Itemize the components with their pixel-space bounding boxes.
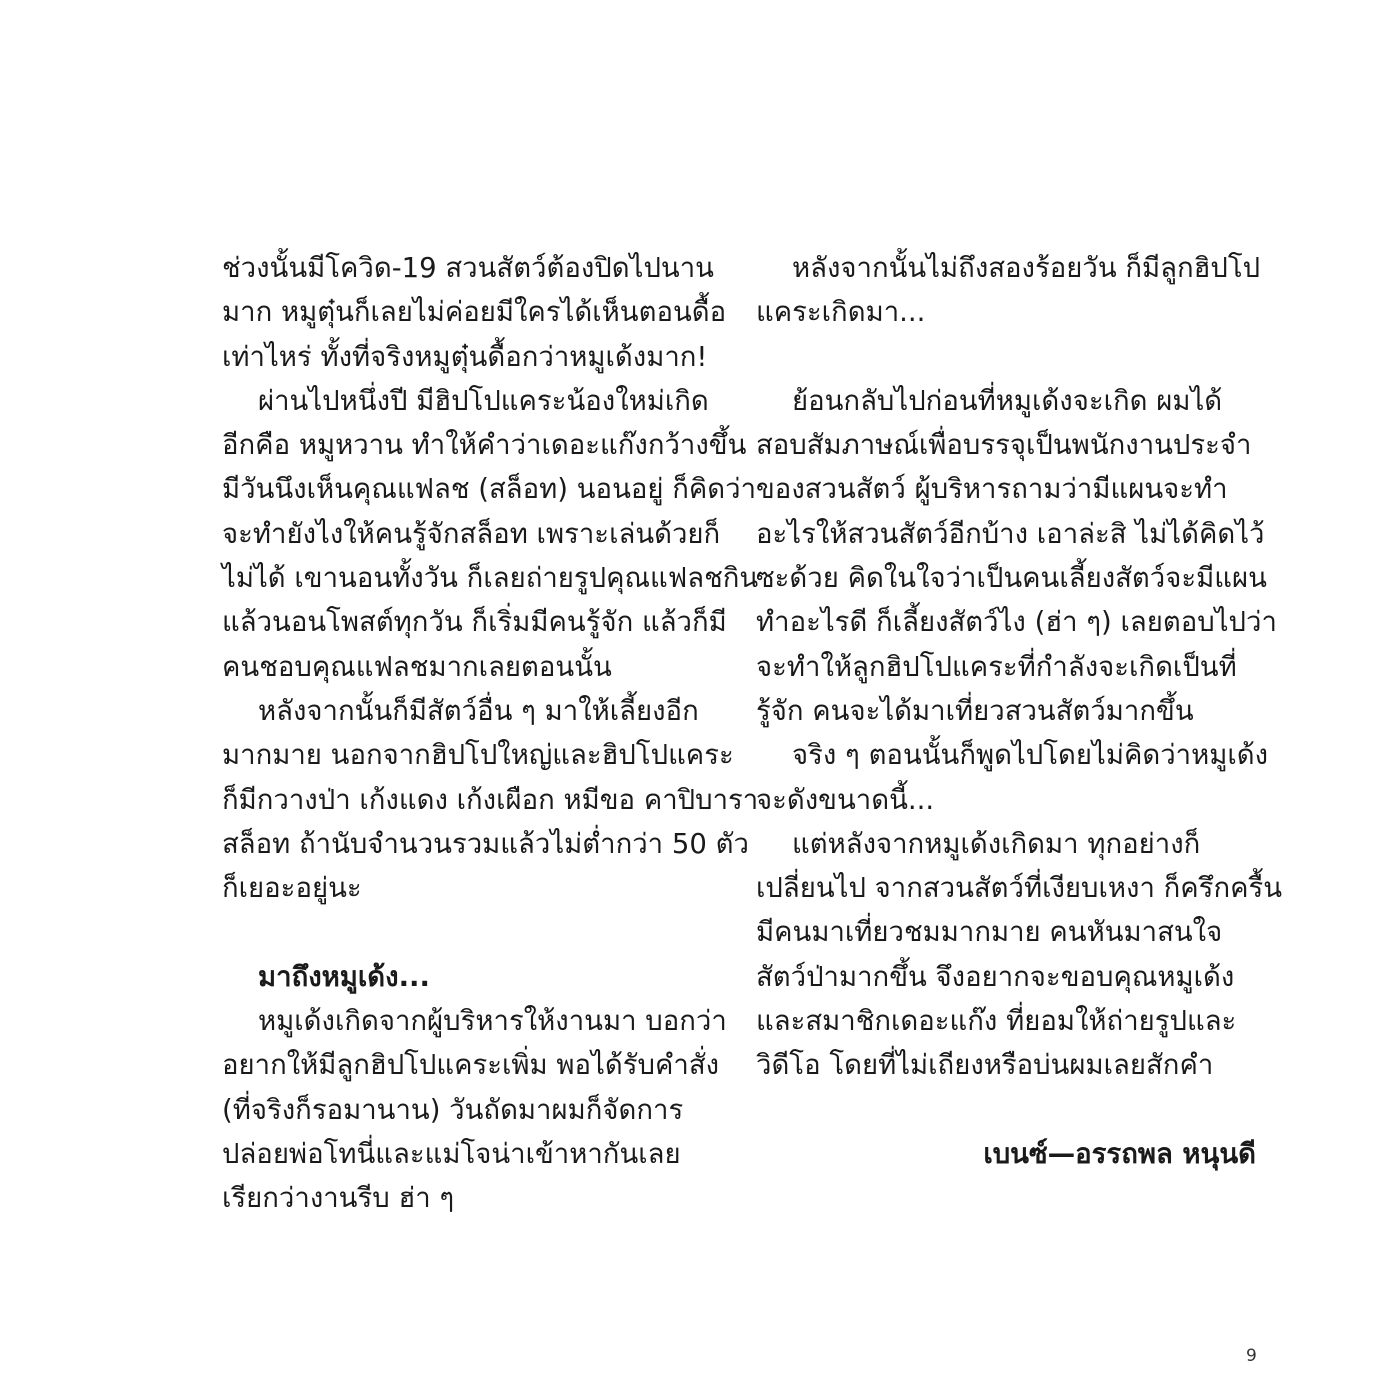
- text-line: ย้อนกลับไปก่อนที่หมูเด้งจะเกิด ผมได้: [792, 384, 1223, 417]
- text-line: [756, 335, 1256, 379]
- text-line: มาก หมูตุ๋นก็เลยไม่ค่อยมีใครได้เห็นตอนดื้อ: [222, 296, 727, 329]
- text-line: แล้วนอนโพสต์ทุกวัน ก็เริ่มมีคนรู้จัก แล้วก็มี: [222, 606, 727, 639]
- text-line: ช่วงนั้นมีโควิด-19 สวนสัตว์ต้องปิดไปนาน: [222, 252, 714, 284]
- text-line: ก็มีกวางป่า เก้งแดง เก้งเผือก หมีขอ คาปิบารา: [222, 783, 759, 816]
- text-line: สอบสัมภาษณ์เพื่อบรรจุเป็นพนักงานประจำ: [756, 429, 1252, 462]
- text-line: เท่าไหร่ ทั้งที่จริงหมูตุ๋นดื้อกว่าหมูเด้งมาก!: [222, 340, 708, 373]
- text-line: เปลี่ยนไป จากสวนสัตว์ที่เงียบเหงา ก็ครึกครื้น: [756, 872, 1283, 905]
- text-line: ไม่ได้ เขานอนทั้งวัน ก็เลยถ่ายรูปคุณแฟลชกิน: [222, 562, 759, 595]
- text-line: และสมาชิกเดอะแก๊ง ที่ยอมให้ถ่ายรูปและ: [756, 1005, 1237, 1038]
- text-line: อยากให้มีลูกฮิปโปแคระเพิ่ม พอได้รับคำสั่ง: [222, 1049, 720, 1082]
- left-column: [222, 246, 759, 1221]
- text-line: ผ่านไปหนึ่งปี มีฮิปโปแคระน้องใหม่เกิด: [258, 384, 709, 417]
- author-signature: เบนซ์—อรรถพล หนุนดี: [983, 1137, 1256, 1170]
- text-line: หมูเด้งเกิดจากผู้บริหารให้งานมา บอกว่า: [258, 1005, 727, 1038]
- text-line: อีกคือ หมูหวาน ทำให้คำว่าเดอะแก๊งกว้างขึ้น: [222, 429, 747, 462]
- text-line: (ที่จริงก็รอมานาน) วันถัดมาผมก็จัดการ: [222, 1093, 684, 1126]
- text-line: ทำอะไรดี ก็เลี้ยงสัตว์ไง (ฮ่า ๆ) เลยตอบไปว่า: [756, 606, 1277, 639]
- text-line: ก็เยอะอยู่นะ: [222, 872, 362, 905]
- section-heading: มาถึงหมูเด้ง...: [258, 960, 430, 993]
- text-line: มีวันนึงเห็นคุณแฟลช (สล็อท) นอนอยู่ ก็คิดว่า: [222, 473, 757, 506]
- text-line: สัตว์ป่ามากขึ้น จึงอยากจะขอบคุณหมูเด้ง: [756, 960, 1235, 993]
- text-line: เรียกว่างานรีบ ฮ่า ๆ: [222, 1182, 455, 1215]
- text-line: แคระเกิดมา...: [756, 296, 926, 329]
- text-line: มีคนมาเที่ยวชมมากมาย คนหันมาสนใจ: [756, 916, 1223, 949]
- text-line: อะไรให้สวนสัตว์อีกบ้าง เอาล่ะสิ ไม่ได้คิดไว้: [756, 517, 1265, 550]
- text-line: หลังจากนั้นก็มีสัตว์อื่น ๆ มาให้เลี้ยงอีก: [258, 694, 699, 727]
- text-line: สล็อท ถ้านับจำนวนรวมแล้วไม่ต่ำกว่า 50 ตัว: [222, 827, 749, 860]
- text-line: รู้จัก คนจะได้มาเที่ยวสวนสัตว์มากขึ้น: [756, 694, 1194, 727]
- text-line: [222, 910, 717, 954]
- page-number: 9: [1246, 1346, 1257, 1366]
- text-line: จริง ๆ ตอนนั้นก็พูดไปโดยไม่คิดว่าหมูเด้ง: [792, 739, 1269, 772]
- text-line: ปล่อยพ่อโทนี่และแม่โจน่าเข้าหากันเลย: [222, 1137, 681, 1170]
- text-line: จะทำยังไงให้คนรู้จักสล็อท เพราะเล่นด้วยก็: [222, 517, 721, 550]
- text-line: มากมาย นอกจากฮิปโปใหญ่และฮิปโปแคระ: [222, 739, 734, 772]
- text-line: จะดังขนาดนี้...: [756, 783, 935, 816]
- right-column: [756, 246, 1283, 1176]
- text-line: [756, 1088, 1256, 1132]
- text-line: จะทำให้ลูกฮิปโปแคระที่กำลังจะเกิดเป็นที่: [756, 650, 1237, 683]
- text-line: แต่หลังจากหมูเด้งเกิดมา ทุกอย่างก็: [792, 827, 1201, 860]
- text-line: ของสวนสัตว์ ผู้บริหารถามว่ามีแผนจะทำ: [756, 473, 1228, 506]
- text-line: หลังจากนั้นไม่ถึงสองร้อยวัน ก็มีลูกฮิปโป: [792, 252, 1261, 284]
- text-line: วิดีโอ โดยที่ไม่เถียงหรือบ่นผมเลยสักคำ: [756, 1049, 1214, 1082]
- text-line: ซะด้วย คิดในใจว่าเป็นคนเลี้ยงสัตว์จะมีแผน: [756, 562, 1267, 595]
- text-line: คนชอบคุณแฟลชมากเลยตอนนั้น: [222, 650, 612, 683]
